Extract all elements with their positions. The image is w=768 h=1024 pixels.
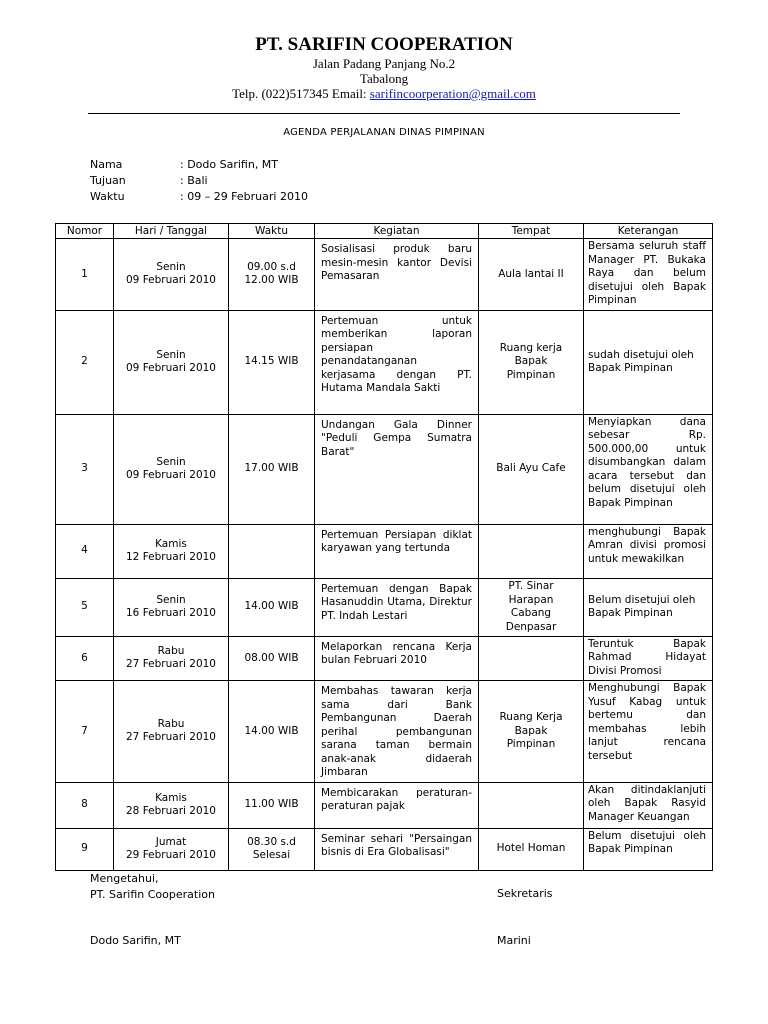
info-row	[90, 157, 308, 173]
row-time: 08.30 s.d Selesai	[229, 828, 315, 870]
row-day: Rabu	[157, 644, 185, 657]
info-value: : Dodo Sarifin, MT	[180, 158, 279, 171]
row-time: 14.15 WIB	[229, 310, 315, 414]
col-header-nomor: Nomor	[56, 224, 114, 239]
col-header-keterangan: Keterangan	[584, 224, 713, 239]
row-number: 8	[56, 782, 114, 828]
contact-prefix: Telp. (022)517345 Email:	[232, 86, 370, 101]
row-date: 09 Februari 2010	[126, 469, 216, 481]
row-activity: Seminar sehari "Persaingan bisnis di Era Globalisasi"	[315, 828, 479, 870]
row-note: Akan ditindaklanjuti oleh Bapak Rasyid Manager Keuangan	[584, 782, 713, 828]
row-time: 11.00 WIB	[229, 782, 315, 828]
row-day-date	[114, 524, 229, 578]
row-day: Kamis	[155, 791, 187, 804]
row-place: Ruang Kerja Bapak Pimpinan	[479, 681, 584, 783]
row-number: 3	[56, 414, 114, 524]
row-day-date	[114, 681, 229, 783]
row-day: Senin	[156, 593, 186, 606]
row-number: 6	[56, 636, 114, 681]
row-time: 08.00 WIB	[229, 636, 315, 681]
row-place: Ruang kerja Bapak Pimpinan	[479, 310, 584, 414]
row-number: 1	[56, 239, 114, 311]
row-place: Hotel Homan	[479, 828, 584, 870]
row-date: 27 Februari 2010	[126, 658, 216, 671]
row-day: Kamis	[155, 537, 187, 550]
row-note: Menyiapkan dana sebesar Rp. 500.000,00 untuk disumbangkan dalam acara tersebut dan belum disetujui oleh Bapak Pimpinan	[584, 414, 713, 524]
company-name: PT. SARIFIN COOPERATION	[255, 34, 513, 55]
table-row	[56, 578, 713, 636]
info-value: : Bali	[180, 174, 208, 187]
row-day: Senin	[156, 348, 186, 361]
row-place: Aula lantai II	[479, 239, 584, 311]
row-day-date	[114, 414, 229, 524]
col-header-kegiatan: Kegiatan	[315, 224, 479, 239]
row-day-date	[114, 310, 229, 414]
row-day-date	[114, 782, 229, 828]
acknowledged-label: Mengetahui,	[90, 872, 159, 885]
info-row	[90, 189, 308, 205]
row-day: Jumat	[155, 835, 187, 848]
row-number: 4	[56, 524, 114, 578]
info-value: : 09 – 29 Februari 2010	[180, 190, 308, 203]
table-row	[56, 310, 713, 414]
row-note: Menghubungi Bapak Yusuf Kabag untuk bertemu dan membahas lebih lanjut rencana tersebut	[584, 681, 713, 783]
row-time: 14.00 WIB	[229, 681, 315, 783]
row-date: 09 Februari 2010	[126, 362, 216, 374]
row-note: menghubungi Bapak Amran divisi promosi untuk mewakilkan	[584, 524, 713, 578]
letterhead	[0, 34, 768, 101]
row-time: 09.00 s.d 12.00 WIB	[229, 239, 315, 311]
row-activity: Membicarakan peraturan-peraturan pajak	[315, 782, 479, 828]
signer-right-title: Sekretaris	[497, 887, 553, 900]
row-date: 28 Februari 2010	[126, 805, 216, 817]
col-header-tempat: Tempat	[479, 224, 584, 239]
row-note: Belum disetujui oleh Bapak Pimpinan	[584, 828, 713, 870]
row-day-date	[114, 578, 229, 636]
table-row	[56, 414, 713, 524]
signer-right-name: Marini	[497, 934, 531, 947]
row-time	[229, 524, 315, 578]
table-row	[56, 524, 713, 578]
row-date: 09 Februari 2010	[126, 274, 216, 287]
row-day-date	[114, 636, 229, 681]
row-time: 14.00 WIB	[229, 578, 315, 636]
info-label: Tujuan	[90, 174, 126, 187]
signer-company: PT. Sarifin Cooperation	[90, 888, 215, 901]
row-activity: Undangan Gala Dinner "Peduli Gempa Sumatra Barat"	[315, 414, 479, 524]
row-date: 27 Februari 2010	[126, 731, 216, 744]
row-place	[479, 524, 584, 578]
row-place: Bali Ayu Cafe	[479, 414, 584, 524]
table-row	[56, 782, 713, 828]
row-note: sudah disetujui oleh Bapak Pimpinan	[584, 310, 713, 414]
table-row	[56, 239, 713, 311]
row-activity: Membahas tawaran kerja sama dari Bank Pembangunan Daerah perihal pembangunan sarana taman bermain anak-anak didaerah Jimbaran	[315, 681, 479, 783]
row-date: 29 Februari 2010	[126, 849, 216, 861]
company-contact	[0, 86, 768, 101]
row-day-date	[114, 239, 229, 311]
row-place	[479, 782, 584, 828]
document-title: AGENDA PERJALANAN DINAS PIMPINAN	[283, 127, 485, 138]
row-place: PT. Sinar Harapan Cabang Denpasar	[479, 578, 584, 636]
row-place	[479, 636, 584, 681]
row-activity: Pertemuan dengan Bapak Hasanuddin Utama, Direktur PT. Indah Lestari	[315, 578, 479, 636]
email-link[interactable]: sarifincoorperation@gmail.com	[369, 86, 536, 101]
row-activity: Pertemuan untuk memberikan laporan persiapan penandatanganan kerjasama dengan PT. Hutama Mandala Sakti	[315, 310, 479, 414]
info-label: Waktu	[90, 190, 125, 203]
company-address: Jalan Padang Panjang No.2	[312, 56, 456, 71]
row-number: 7	[56, 681, 114, 783]
agenda-table	[55, 223, 713, 871]
row-day: Senin	[156, 455, 186, 468]
row-date: 12 Februari 2010	[126, 551, 216, 563]
signer-left-name: Dodo Sarifin, MT	[90, 934, 181, 947]
row-date: 16 Februari 2010	[126, 607, 216, 619]
row-time: 17.00 WIB	[229, 414, 315, 524]
table-header-row	[56, 224, 713, 239]
row-note: Teruntuk Bapak Rahmad Hidayat Divisi Promosi	[584, 636, 713, 681]
row-activity: Melaporkan rencana Kerja bulan Februari 2010	[315, 636, 479, 681]
trip-info	[90, 157, 308, 205]
col-header-hari-tanggal: Hari / Tanggal	[114, 224, 229, 239]
row-day: Rabu	[157, 717, 185, 730]
row-activity: Sosialisasi produk baru mesin-mesin kantor Devisi Pemasaran	[315, 239, 479, 311]
info-label: Nama	[90, 158, 123, 171]
row-note: Bersama seluruh staff Manager PT. Bukaka Raya dan belum disetujui oleh Bapak Pimpinan	[584, 239, 713, 311]
letterhead-divider	[88, 113, 680, 114]
row-number: 9	[56, 828, 114, 870]
agenda-table-body	[56, 239, 713, 871]
company-city: Tabalong	[359, 71, 409, 86]
row-number: 2	[56, 310, 114, 414]
table-row	[56, 828, 713, 870]
signature-left	[90, 871, 215, 903]
info-row	[90, 173, 308, 189]
row-activity: Pertemuan Persiapan diklat karyawan yang tertunda	[315, 524, 479, 578]
table-row	[56, 636, 713, 681]
row-day-date	[114, 828, 229, 870]
row-day: Senin	[156, 260, 186, 273]
row-note: Belum disetujui oleh Bapak Pimpinan	[584, 578, 713, 636]
table-row	[56, 681, 713, 783]
col-header-waktu: Waktu	[229, 224, 315, 239]
row-number: 5	[56, 578, 114, 636]
